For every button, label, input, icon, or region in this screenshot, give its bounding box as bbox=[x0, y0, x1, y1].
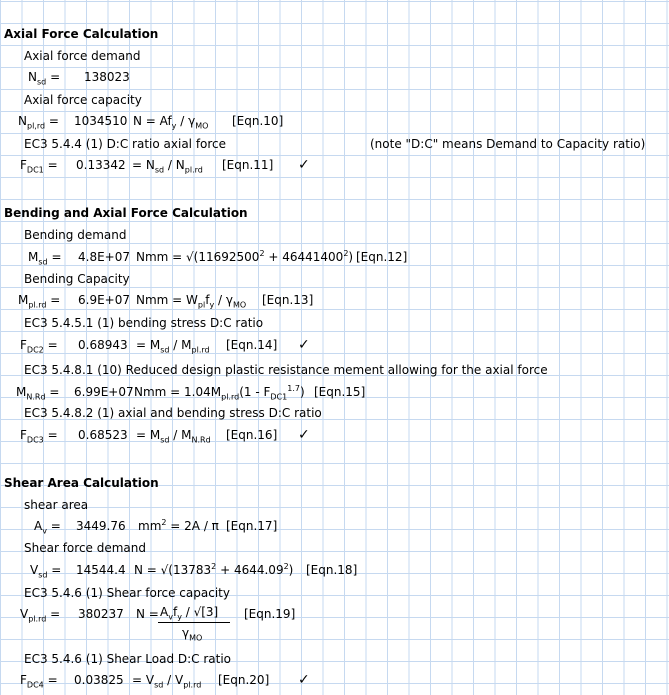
npl-formula: $N = Af_y / \gamma_{MO}$ bbox=[133, 114, 209, 131]
msd-eqn-ref: [Eqn.12] bbox=[356, 250, 408, 264]
vpl-numerator: $A_vf_y / √[3]$ bbox=[160, 605, 219, 622]
mpl-formula: Nmm = $W_{pl}f_y / \gamma_{MO}$ bbox=[136, 293, 247, 310]
axial-ratio-label: EC3 5.4.4 (1) D:C ratio axial force bbox=[24, 137, 227, 151]
mnrd-value: 6.99E+07 bbox=[74, 385, 134, 399]
fdc3-formula: = $M_{sd} / M_{N.Rd}$ bbox=[136, 428, 211, 445]
av-formula: $mm^2 = 2A / \pi$ bbox=[138, 518, 219, 533]
msd-formula: Nmm = $√(11692500^2 + 46441400^2)$ bbox=[136, 249, 354, 264]
mnrd-symbol: $M_{N.Rd}$ = bbox=[16, 385, 60, 402]
mpl-value: 6.9E+07 bbox=[78, 293, 130, 307]
av-symbol: $A_v$ = bbox=[34, 519, 61, 536]
fdc2-symbol: $F_{DC2}$ = bbox=[20, 338, 58, 355]
fdc4-check-icon: ✓ bbox=[298, 672, 310, 688]
nsd-value: 138023 bbox=[84, 70, 130, 84]
fdc4-formula: = $V_{sd} / V_{pl.rd}$ bbox=[132, 673, 202, 690]
vpl-denominator: $\gamma_{MO}$ bbox=[182, 626, 203, 643]
axial-capacity-label: Axial force capacity bbox=[24, 93, 142, 107]
msd-symbol: $M_{sd}$ = bbox=[28, 250, 62, 267]
section-heading-bending: Bending and Axial Force Calculation bbox=[4, 206, 248, 220]
fdc4-value: 0.03825 bbox=[74, 673, 124, 687]
npl-eqn-ref: [Eqn.10] bbox=[232, 114, 284, 128]
vpl-formula-prefix: N = bbox=[136, 607, 159, 621]
nsd-symbol: $N_{sd}$ = bbox=[28, 70, 61, 87]
vpl-value: 380237 bbox=[78, 607, 124, 621]
fdc2-value: 0.68943 bbox=[78, 338, 128, 352]
fdc3-check-icon: ✓ bbox=[298, 427, 310, 443]
msd-value: 4.8E+07 bbox=[78, 250, 130, 264]
mnrd-eqn-ref: [Eqn.15] bbox=[314, 385, 366, 399]
shear-capacity-label: EC3 5.4.6 (1) Shear force capacity bbox=[24, 586, 230, 600]
combined-ratio-label: EC3 5.4.8.2 (1) axial and bending stress D:C ratio bbox=[24, 406, 322, 420]
bending-demand-label: Bending demand bbox=[24, 228, 127, 242]
fdc1-check-icon: ✓ bbox=[298, 157, 310, 173]
fraction-bar bbox=[158, 622, 230, 623]
fdc1-value: 0.13342 bbox=[76, 158, 126, 172]
fdc4-eqn-ref: [Eqn.20] bbox=[218, 673, 270, 687]
shear-ratio-label: EC3 5.4.6 (1) Shear Load D:C ratio bbox=[24, 652, 232, 666]
fdc4-symbol: $F_{DC4}$ = bbox=[20, 673, 58, 690]
reduced-moment-label: EC3 5.4.8.1 (10) Reduced design plastic resistance mement allowing for the axial force bbox=[24, 363, 548, 377]
fdc3-value: 0.68523 bbox=[78, 428, 128, 442]
fdc1-formula: = $N_{sd} / N_{pl.rd}$ bbox=[132, 158, 203, 175]
vsd-value: 14544.4 bbox=[76, 563, 126, 577]
section-heading-shear: Shear Area Calculation bbox=[4, 476, 159, 490]
vsd-symbol: $V_{sd}$ = bbox=[30, 563, 62, 580]
mnrd-formula: Nmm = $1.04M_{pl.rd}(1 - F_{DC1}^{1.7})$ bbox=[134, 384, 305, 402]
vpl-eqn-ref: [Eqn.19] bbox=[244, 607, 296, 621]
bending-ratio-label: EC3 5.4.5.1 (1) bending stress D:C ratio bbox=[24, 316, 264, 330]
dc-note: (note "D:C" means Demand to Capacity ratio) bbox=[370, 137, 646, 151]
section-heading-axial: Axial Force Calculation bbox=[4, 27, 159, 41]
bending-capacity-label: Bending Capacity bbox=[24, 272, 130, 286]
vsd-formula: $N = √(13783^2 + 4644.09^2)$ bbox=[134, 562, 294, 577]
fdc2-check-icon: ✓ bbox=[298, 337, 310, 353]
mpl-eqn-ref: [Eqn.13] bbox=[262, 293, 314, 307]
axial-demand-label: Axial force demand bbox=[24, 49, 141, 63]
fdc1-eqn-ref: [Eqn.11] bbox=[222, 158, 274, 172]
av-value: 3449.76 bbox=[76, 519, 126, 533]
npl-symbol: $N_{pl,rd}$ = bbox=[18, 114, 59, 131]
shear-demand-label: Shear force demand bbox=[24, 541, 147, 555]
av-eqn-ref: [Eqn.17] bbox=[226, 519, 278, 533]
fdc2-formula: = $M_{sd} / M_{pl.rd}$ bbox=[136, 338, 210, 355]
fdc2-eqn-ref: [Eqn.14] bbox=[226, 338, 278, 352]
fdc1-symbol: $F_{DC1}$ = bbox=[20, 158, 58, 175]
fdc3-symbol: $F_{DC3}$ = bbox=[20, 428, 58, 445]
npl-value: 1034510 bbox=[74, 114, 128, 128]
fdc3-eqn-ref: [Eqn.16] bbox=[226, 428, 278, 442]
shear-area-label: shear area bbox=[24, 498, 89, 512]
vsd-eqn-ref: [Eqn.18] bbox=[306, 563, 358, 577]
vpl-symbol: $V_{pl.rd}$ = bbox=[20, 607, 61, 624]
mpl-symbol: $M_{pl.rd}$ = bbox=[18, 293, 61, 310]
